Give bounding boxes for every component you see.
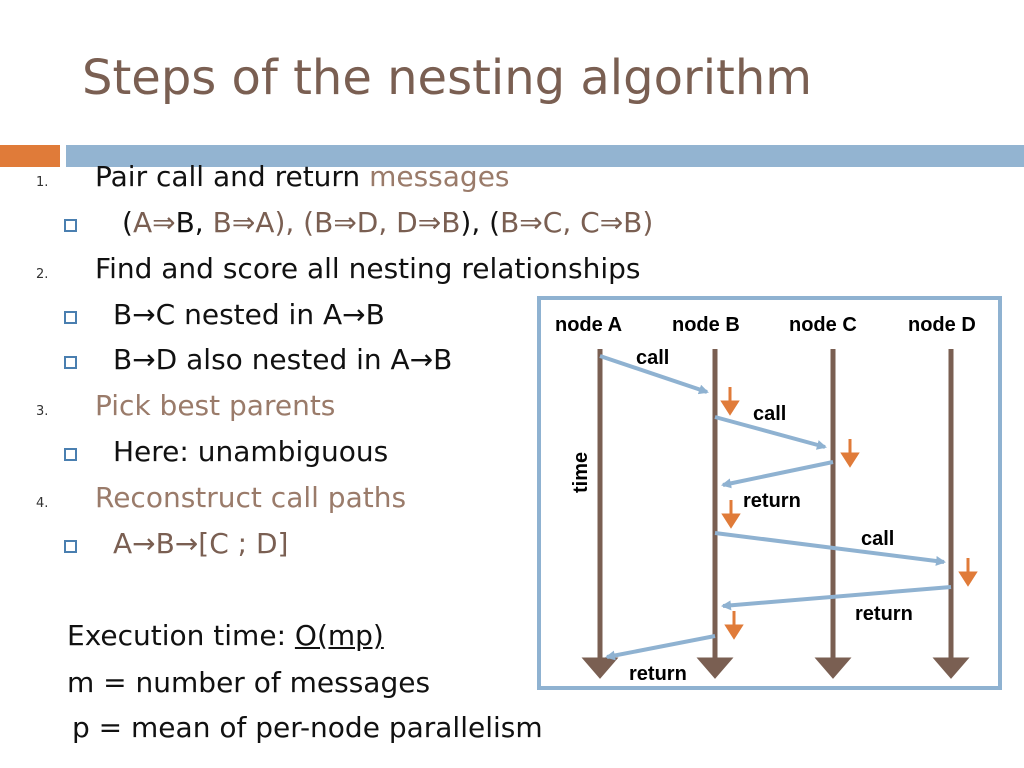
node-label: node C [789,314,857,336]
message-return-b-a [607,636,715,657]
message-label: return [743,490,801,512]
pair-node: C [580,206,600,239]
square-bullet-icon [64,356,77,369]
pair-list [122,206,653,240]
pair-node: B [441,206,461,239]
time-axis-label: time [570,451,592,493]
pair-node: A [255,206,275,239]
pair-node: D [356,206,379,239]
message-label: return [629,663,687,685]
execution-label: Execution time: [67,619,295,652]
pair-paren: ) [642,206,654,239]
step-2-text: Find and score all nesting relationships [95,252,641,285]
implies-icon: ⇒ [417,206,442,239]
message-call-b-d [715,533,944,562]
step-1-text [95,160,510,194]
sequence-diagram-svg [541,300,998,686]
pair-sep: ), ( [274,206,315,239]
slide-title: Steps of the nesting algorithm [82,50,813,106]
nesting-marker-head [723,402,737,413]
lifeline-arrowhead [702,660,728,675]
implies-icon: ⇒ [231,206,256,239]
node-label: node D [908,314,976,336]
complexity: O(mp) [294,619,384,652]
message-return-d-b [723,587,951,606]
message-label: call [861,528,895,550]
step-number: 2. [36,267,49,282]
message-label: call [753,403,787,425]
pair-node: C [542,206,563,239]
nesting-marker-head [961,573,975,584]
parents-note: Here: unambiguous [113,435,389,468]
pair-node: B [314,206,334,239]
message-label: return [855,603,913,625]
square-bullet-icon [64,219,77,232]
nesting-2: B→D also nested in A→B [113,343,453,376]
implies-icon: ⇒ [152,206,176,239]
nesting-marker-head [724,515,738,526]
m-definition: m = number of messages [67,666,431,699]
accent-bar-orange [0,145,60,167]
pair-node: D [396,206,418,239]
step-number: 1. [36,175,49,190]
lifeline-arrowhead [587,660,613,675]
pair-node: B [175,206,195,239]
step-1-highlight: messages [369,160,510,193]
square-bullet-icon [64,311,77,324]
step-4-text: Reconstruct call paths [95,481,407,514]
step-number: 3. [36,404,49,419]
lifeline-arrowhead [820,660,846,675]
step-3-text: Pick best parents [95,389,336,422]
implies-icon: ⇒ [599,206,624,239]
pair-paren: ( [122,206,133,239]
sequence-diagram [537,296,1002,690]
call-path: A→B→[C ; D] [113,527,289,560]
pair-sep: ), ( [460,206,501,239]
pair-sep: , [562,206,581,239]
square-bullet-icon [64,540,77,553]
square-bullet-icon [64,448,77,461]
step-number: 4. [36,496,49,511]
pair-node: A [132,206,153,239]
lifeline-arrowhead [938,660,964,675]
pair-sep: , [378,206,397,239]
p-definition: p = mean of per-node parallelism [72,711,543,744]
pair-node: B [500,206,520,239]
implies-icon: ⇒ [519,206,543,239]
nesting-marker-head [727,626,741,637]
implies-icon: ⇒ [333,206,357,239]
pair-sep: , [194,206,213,239]
message-return-c-b [723,462,833,485]
nesting-marker-head [843,454,857,465]
nesting-1: B→C nested in A→B [113,298,385,331]
node-label: node B [672,314,740,336]
node-label: node A [555,314,623,336]
execution-time [67,619,384,653]
message-label: call [636,347,670,369]
step-1-main: Pair call and return [95,160,370,193]
pair-node: B [212,206,232,239]
pair-node: B [623,206,643,239]
